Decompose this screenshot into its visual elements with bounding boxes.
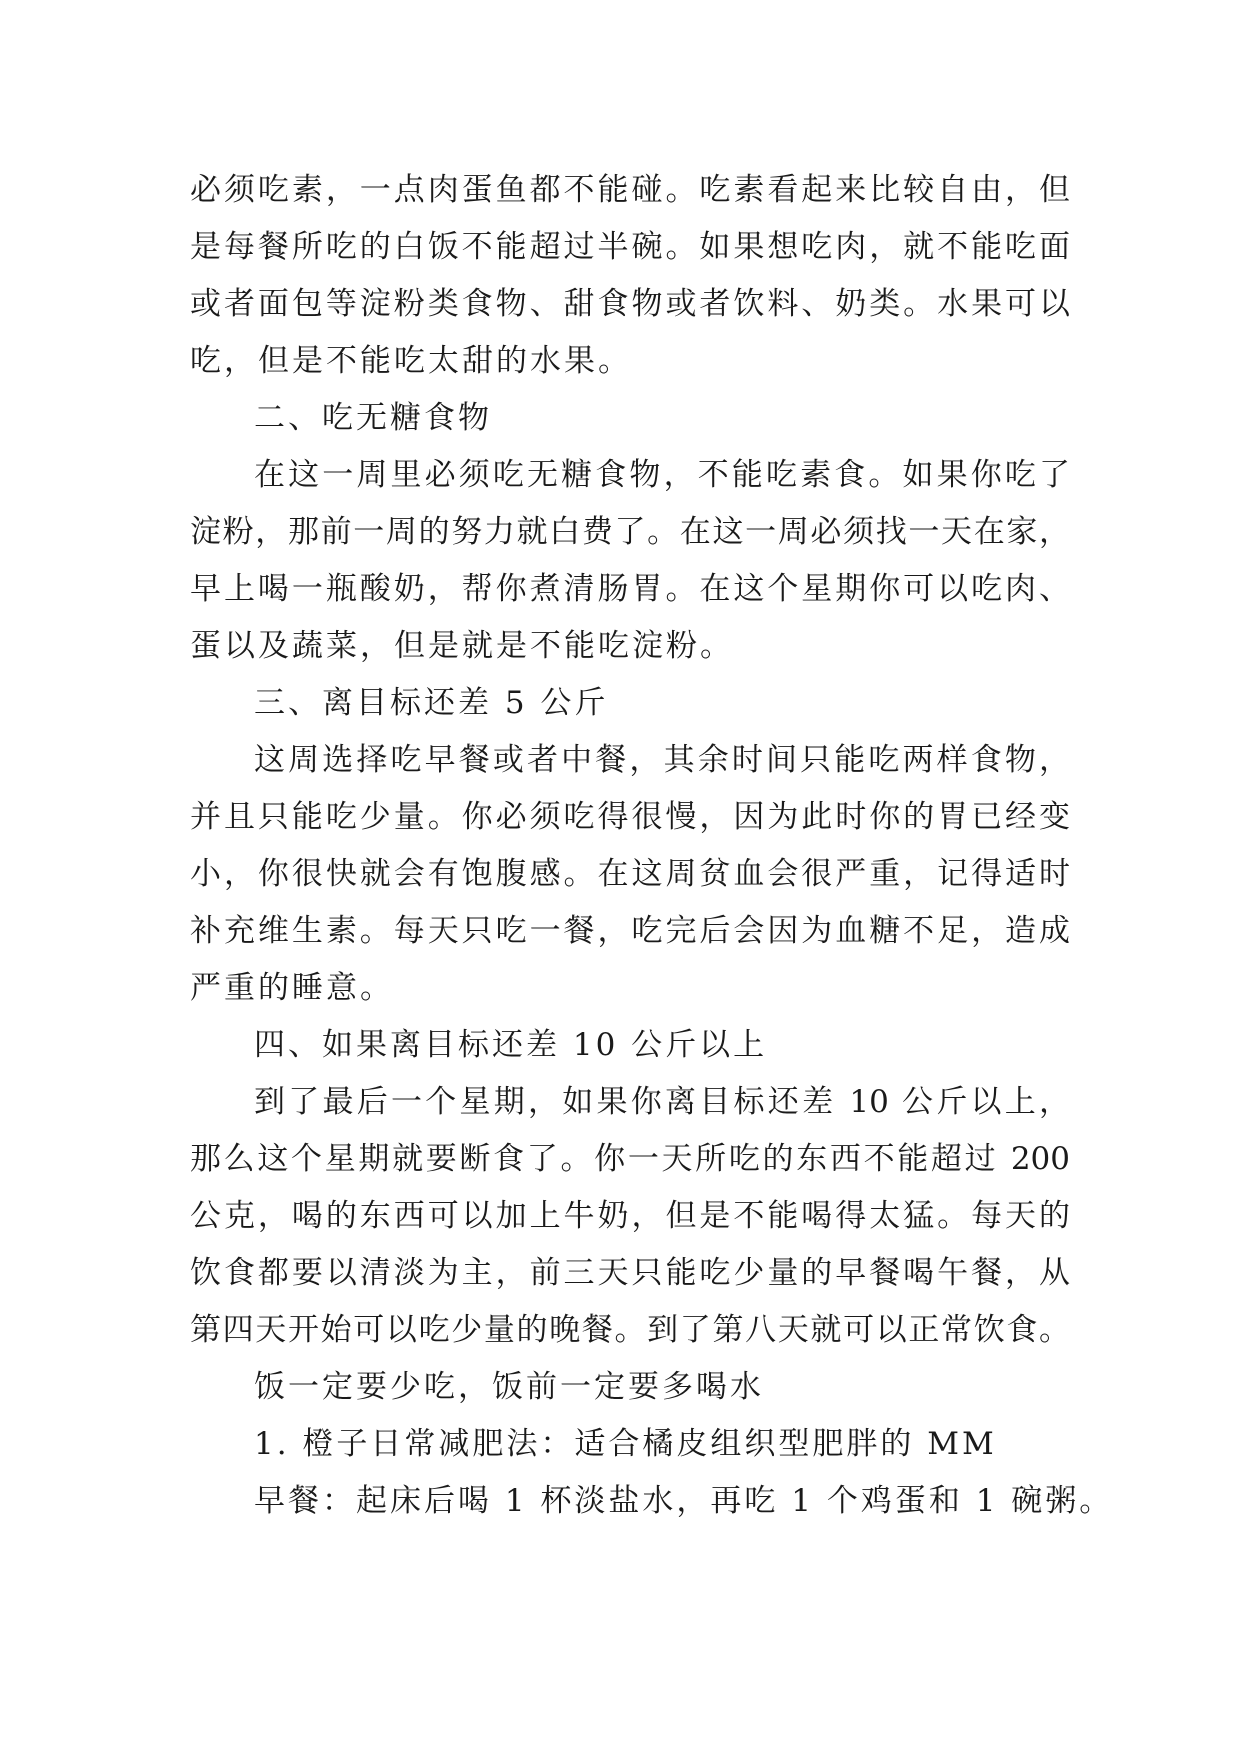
paragraph-line: 早餐：起床后喝 1 杯淡盐水，再吃 1 个鸡蛋和 1 碗粥。 [254,1483,1114,1519]
paragraph-line: 那么这个星期就要断食了。你一天所吃的东西不能超过 200 [190,1141,1070,1177]
paragraph-line: 是每餐所吃的白饭不能超过半碗。如果想吃肉，就不能吃面 [190,229,1070,265]
paragraph-line: 到了最后一个星期，如果你离目标还差 10 公斤以上， [254,1084,1070,1120]
paragraph-line: 这周选择吃早餐或者中餐，其余时间只能吃两样食物， [254,742,1070,778]
paragraph-line: 小，你很快就会有饱腹感。在这周贫血会很严重，记得适时 [190,856,1070,892]
paragraph-line: 吃，但是不能吃太甜的水果。 [190,343,632,379]
paragraph-line: 淀粉，那前一周的努力就白费了。在这一周必须找一天在家， [190,514,1070,550]
paragraph-line: 第四天开始可以吃少量的晚餐。到了第八天就可以正常饮食。 [190,1312,1070,1348]
paragraph-line: 饭一定要少吃，饭前一定要多喝水 [254,1369,764,1405]
paragraph-line: 并且只能吃少量。你必须吃得很慢，因为此时你的胃已经变 [190,799,1070,835]
paragraph-line: 蛋以及蔬菜，但是就是不能吃淀粉。 [190,628,734,664]
paragraph-line: 必须吃素，一点肉蛋鱼都不能碰。吃素看起来比较自由，但 [190,172,1070,208]
paragraph-line: 1. 橙子日常减肥法：适合橘皮组织型肥胖的 MM [254,1426,997,1462]
section-heading: 四、如果离目标还差 10 公斤以上 [254,1027,768,1063]
section-heading: 三、离目标还差 5 公斤 [254,685,609,721]
paragraph-line: 早上喝一瓶酸奶，帮你煮清肠胃。在这个星期你可以吃肉、 [190,571,1070,607]
paragraph-line: 补充维生素。每天只吃一餐，吃完后会因为血糖不足，造成 [190,913,1070,949]
paragraph-line: 公克，喝的东西可以加上牛奶，但是不能喝得太猛。每天的 [190,1198,1070,1234]
paragraph-line: 在这一周里必须吃无糖食物，不能吃素食。如果你吃了 [254,457,1070,493]
paragraph-line: 严重的睡意。 [190,970,394,1006]
paragraph-line: 或者面包等淀粉类食物、甜食物或者饮料、奶类。水果可以 [190,286,1070,322]
section-heading: 二、吃无糖食物 [254,400,492,436]
paragraph-line: 饮食都要以清淡为主，前三天只能吃少量的早餐喝午餐，从 [190,1255,1070,1291]
